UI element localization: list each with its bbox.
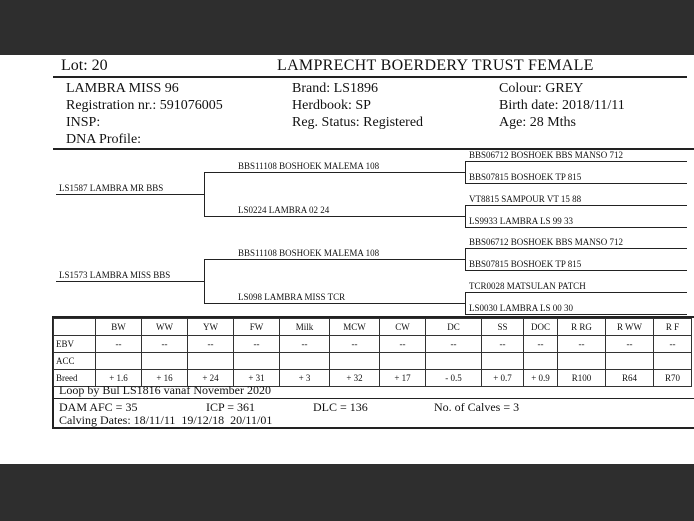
colour: Colour: GREY [499,81,584,96]
column-header: BW [96,319,142,336]
lot-card [0,55,694,464]
sire-bracket-bottom [204,216,235,217]
sd-line [235,216,465,217]
pedigree-sds: VT8815 SAMPOUR VT 15 88 [469,194,582,204]
table-row [54,336,692,353]
column-header: R WW [606,319,654,336]
table-cell: -- [426,336,482,353]
dam-line [56,281,204,282]
table-cell: -- [188,336,234,353]
number-of-calves: No. of Calves = 3 [434,400,520,414]
sd-bracket [465,205,466,227]
table-cell: -- [330,336,380,353]
table-cell [426,353,482,370]
table-cell: - 0.5 [426,370,482,387]
loop-note: Loop by Bul LS1816 vanaf November 2020 [59,383,271,397]
pedigree-ddd: LS0030 LAMBRA LS 00 30 [469,303,574,313]
brand: Brand: LS1896 [292,81,378,96]
pedigree-dam: LS1573 LAMBRA MISS BBS [59,270,171,280]
card-bottom-border [53,427,694,429]
table-cell: + 24 [188,370,234,387]
column-header: DOC [524,319,558,336]
pedigree-sire-sire: BBS11108 BOSHOEK MALEMA 108 [238,161,380,171]
lot-number: 20 [91,57,108,74]
pedigree-ssd: BBS07815 BOSHOEK TP 815 [469,172,582,182]
lot-label [61,57,108,75]
dsd-line [465,270,687,271]
column-header: SS [482,319,524,336]
pedigree-dss: BBS06712 BOSHOEK BBS MANSO 712 [469,237,624,247]
sire-line [56,194,204,195]
dss-line [465,248,687,249]
table-cell [606,353,654,370]
table-row [54,353,692,370]
table-cell: -- [606,336,654,353]
column-header: CW [380,319,426,336]
birth-date: Birth date: 2018/11/11 [499,98,625,113]
row-label: Breed [54,370,96,387]
herdbook: Herdbook: SP [292,98,371,113]
table-cell: + 3 [280,370,330,387]
table-cell: -- [142,336,188,353]
ss-bracket [465,161,466,183]
registration-status: Reg. Status: Registered [292,115,424,130]
sss-line [465,161,687,162]
column-header: R RG [558,319,606,336]
ddd-line [465,314,687,315]
pedigree-dsd: BBS07815 BOSHOEK TP 815 [469,259,582,269]
table-cell: + 0.7 [482,370,524,387]
dam-bracket [204,259,205,303]
sire-bracket-top [204,172,235,173]
sds-line [465,205,687,206]
table-cell: -- [234,336,280,353]
table-cell: + 16 [142,370,188,387]
table-cell [96,353,142,370]
animal-name: LAMBRA MISS 96 [66,81,179,96]
lot-label-text: Lot: [61,57,88,74]
calving-dates: Calving Dates: 18/11/11 19/12/18 20/11/01 [59,413,273,427]
pedigree-sire: LS1587 LAMBRA MR BBS [59,183,164,193]
table-cell: + 32 [330,370,380,387]
table-cell [380,353,426,370]
table-cell: -- [482,336,524,353]
ds-bracket [465,248,466,270]
column-header: R F [654,319,692,336]
table-cell: + 31 [234,370,280,387]
table-cell: + 17 [380,370,426,387]
table-cell: R64 [606,370,654,387]
table-cell [558,353,606,370]
page-title: LAMPRECHT BOERDERY TRUST FEMALE [277,57,594,74]
column-header: DC [426,319,482,336]
table-cell: -- [654,336,692,353]
dlc: DLC = 136 [313,400,368,414]
ssd-line [465,183,687,184]
row-label: EBV [54,336,96,353]
ds-line [235,259,465,260]
table-cell: R100 [558,370,606,387]
table-cell [330,353,380,370]
icp: ICP = 361 [206,400,255,414]
column-header: WW [142,319,188,336]
header-divider [53,76,687,78]
table-cell: R70 [654,370,692,387]
insp-label: INSP: [66,115,101,130]
table-cell [654,353,692,370]
table-cell: -- [280,336,330,353]
column-header: YW [188,319,234,336]
table-cell [142,353,188,370]
table-header-row [54,319,692,336]
table-cell [280,353,330,370]
column-header: MCW [330,319,380,336]
notes-divider [53,398,694,399]
dam-bracket-top [204,259,235,260]
sdd-line [465,227,687,228]
pedigree-sdd: LS9933 LAMBRA LS 99 33 [469,216,574,226]
age: Age: 28 Mths [499,115,576,130]
dds-line [465,292,687,293]
pedigree-sire-dam: LS0224 LAMBRA 02 24 [238,205,330,215]
pedigree-sss: BBS06712 BOSHOEK BBS MANSO 712 [469,150,624,160]
dd-line [235,303,465,304]
table-cell: -- [96,336,142,353]
column-header: FW [234,319,280,336]
pedigree-dds: TCR0028 MATSULAN PATCH [469,281,586,291]
pedigree-dam-sire: BBS11108 BOSHOEK MALEMA 108 [238,248,380,258]
dna-profile-label: DNA Profile: [66,132,142,147]
sire-bracket [204,172,205,216]
dam-afc: DAM AFC = 35 [59,400,138,414]
column-header: Milk [280,319,330,336]
row-label: ACC [54,353,96,370]
table-cell [524,353,558,370]
table-cell: -- [558,336,606,353]
table-cell [234,353,280,370]
registration-number: Registration nr.: 591076005 [66,98,223,113]
table-cell [482,353,524,370]
ss-line [235,172,465,173]
table-cell [188,353,234,370]
column-header [54,319,96,336]
dd-bracket [465,292,466,314]
dam-bracket-bottom [204,303,235,304]
table-cell: + 1.6 [96,370,142,387]
table-cell: -- [524,336,558,353]
ebv-table [53,318,692,387]
table-cell: -- [380,336,426,353]
table-cell: + 0.9 [524,370,558,387]
pedigree-dam-dam: LS098 LAMBRA MISS TCR [238,292,346,302]
